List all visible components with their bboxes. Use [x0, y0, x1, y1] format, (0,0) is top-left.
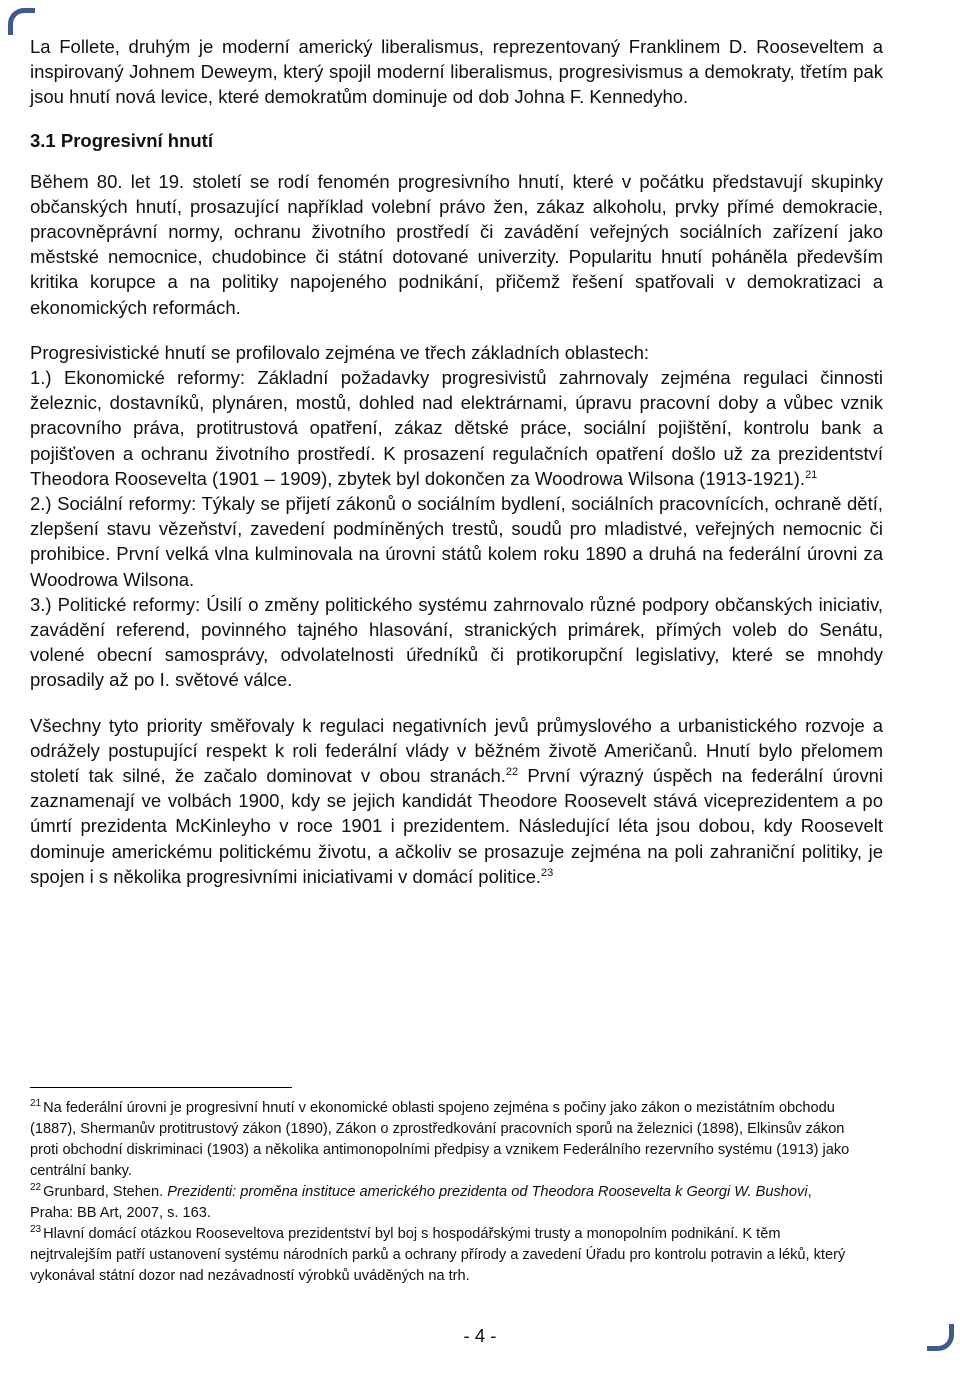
footnotes: [30, 1098, 850, 1287]
footnote-number: 21: [30, 1098, 42, 1110]
footnote-text: Hlavní domácí otázkou Rooseveltova prezidentství byl boj s hospodářskými trusty a monopolním podnikání. K těm nejtrvalejším patří ustanovení systému národních parků a ochrany přírody a zavedení Úřadu pro kontrolu potravin a léků, který vykonával státní dozor nad nezávadností výrobků uváděných na trh.: [30, 1226, 846, 1284]
footnote-ref-22[interactable]: 22: [505, 765, 519, 778]
footnote-ref-21[interactable]: 21: [805, 468, 818, 481]
intro-paragraph: La Follete, druhým je moderní americký liberalismus, reprezentovaný Franklinem D. Rooseveltem a inspirovaný Johnem Deweym, který spojil moderní liberalismus, progresivismus a demokraty, třetím pak jsou hnutí nová levice, které demokratům dominuje od dob Johna F. Kennedyho.: [30, 36, 883, 108]
priorities-text-a: Všechny tyto priority směřovaly k regulaci negativních jevů průmyslového a urbanistického rozvoje a odrážely postupující respekt k roli federální vlády v běžném životě Američanů. Hnutí bylo přelomem století tak silné, že začalo dominovat v obou stranách.: [30, 714, 883, 787]
section-heading: 3.1 Progresivní hnutí: [30, 129, 213, 151]
footnote-separator: [30, 1087, 292, 1088]
economic-reforms-text: 1.) Ekonomické reformy: Základní požadavky progresivistů zahrnovaly zejména regulaci činnosti železnic, dostavníků, plynáren, mostů, dohled nad elektrárnami, úpravu pracovní doby a vůbec vznik pracovního práva, protitrustová opatření, zákaz dětské práce, sociální pojištění, kontrolu bank a pojišťoven a ochranu životního prostředí. K prosazení regulačních opatření došlo už za prezidentství Theodora Roosevelta (1901 – 1909), zbytek byl dokončen za Woodrowa Wilsona (1913-1921).: [30, 367, 883, 489]
priorities-text-b: První výrazný úspěch na federální úrovni zaznamenají ve volbách 1900, kdy se jejich kandidát Theodore Roosevelt stává viceprezidentem a po úmrtí prezidenta McKinleyho v roce 1901 i prezidentem. Následující léta jsou dobou, kdy Roosevelt dominuje americkému politickému životu, a ačkoliv se prosazuje zejména na poli zahraniční politiky, je spojen i s několika progresivními iniciativami v domácí politice.: [30, 765, 883, 887]
paragraph-social-reforms: 2.) Sociální reformy: Týkaly se přijetí zákonů o sociálním bydlení, sociálních pracovnících, ochraně dětí, zlepšení stavu vězeňství, zavedení podmíněných trestů, soudů pro mladistvé, veřejných nemocnic či prohibice. První velká vlna kulminovala na úrovni států kolem roku 1890 a druhá na federální úrovni za Woodrowa Wilsona.: [30, 493, 883, 590]
paragraph-economic-reforms: [30, 365, 883, 491]
footnote-21: [30, 1098, 850, 1182]
paragraph-progressive-origins: Během 80. let 19. století se rodí fenomén progresivního hnutí, které v počátku představují skupinky občanských hnutí, prosazující například volební právo žen, zákaz alkoholu, prvky přímé demokracie, pracovněprávní normy, ochranu životního prostředí či zavádění veřejných sociálních zařízení jako městské nemocnice, chudobince či státní dotované univerzity. Popularitu hnutí poháněla především kritika korupce a na politiky napojeného podnikání, přičemž řešení spatřovali v demokratizaci a ekonomických reformách.: [30, 170, 883, 318]
page-corner-decoration-top-left: [8, 8, 35, 35]
paragraph-three-areas-intro: Progresivistické hnutí se profilovalo zejména ve třech základních oblastech:: [30, 341, 650, 363]
paragraph-gap: [30, 693, 883, 713]
footnote-text: Na federální úrovni je progresivní hnutí v ekonomické oblasti spojeno zejména s počiny jako zákon o mezistátním obchodu (1887), Shermanův protitrustový zákon (1890), Zákon o zprostředkování pracovních sporů na železnici (1898), Elkinsův zákon proti obchodní diskriminaci (1903) a několika antimonopolními předpisy a vznikem Federálního rezervního systému (1913) jako centrální banky.: [30, 1100, 850, 1179]
footnote-ref-23[interactable]: 23: [541, 866, 554, 879]
footnote-23: [30, 1224, 850, 1287]
paragraph-priorities: [30, 713, 883, 889]
paragraph-political-reforms: 3.) Politické reformy: Úsilí o změny politického systému zahrnovalo různé podpory občanských iniciativ, zavádění referend, povinného tajného hlasování, stranických primárek, přímých voleb do Senátu, volené obecní samosprávy, odvolatelnosti úředníků či protikorupční legislativy, které se mnohdy prosadily až po I. světové válce.: [30, 593, 883, 691]
footnote-book-title: Prezidenti: proměna instituce amerického prezidenta od Theodora Roosevelta k Georgi W. Bushovi: [167, 1184, 808, 1200]
footnote-text: Grunbard, Stehen.: [43, 1184, 168, 1200]
footnote-text: , Praha: BB Art, 2007, s. 163.: [30, 1184, 812, 1221]
footnote-number: 23: [30, 1224, 42, 1236]
paragraph-gap: [30, 320, 883, 340]
footnote-number: 22: [30, 1182, 42, 1194]
footnote-22: [30, 1182, 850, 1224]
document-body: [30, 34, 883, 889]
page-number: - 4 -: [463, 1325, 497, 1346]
